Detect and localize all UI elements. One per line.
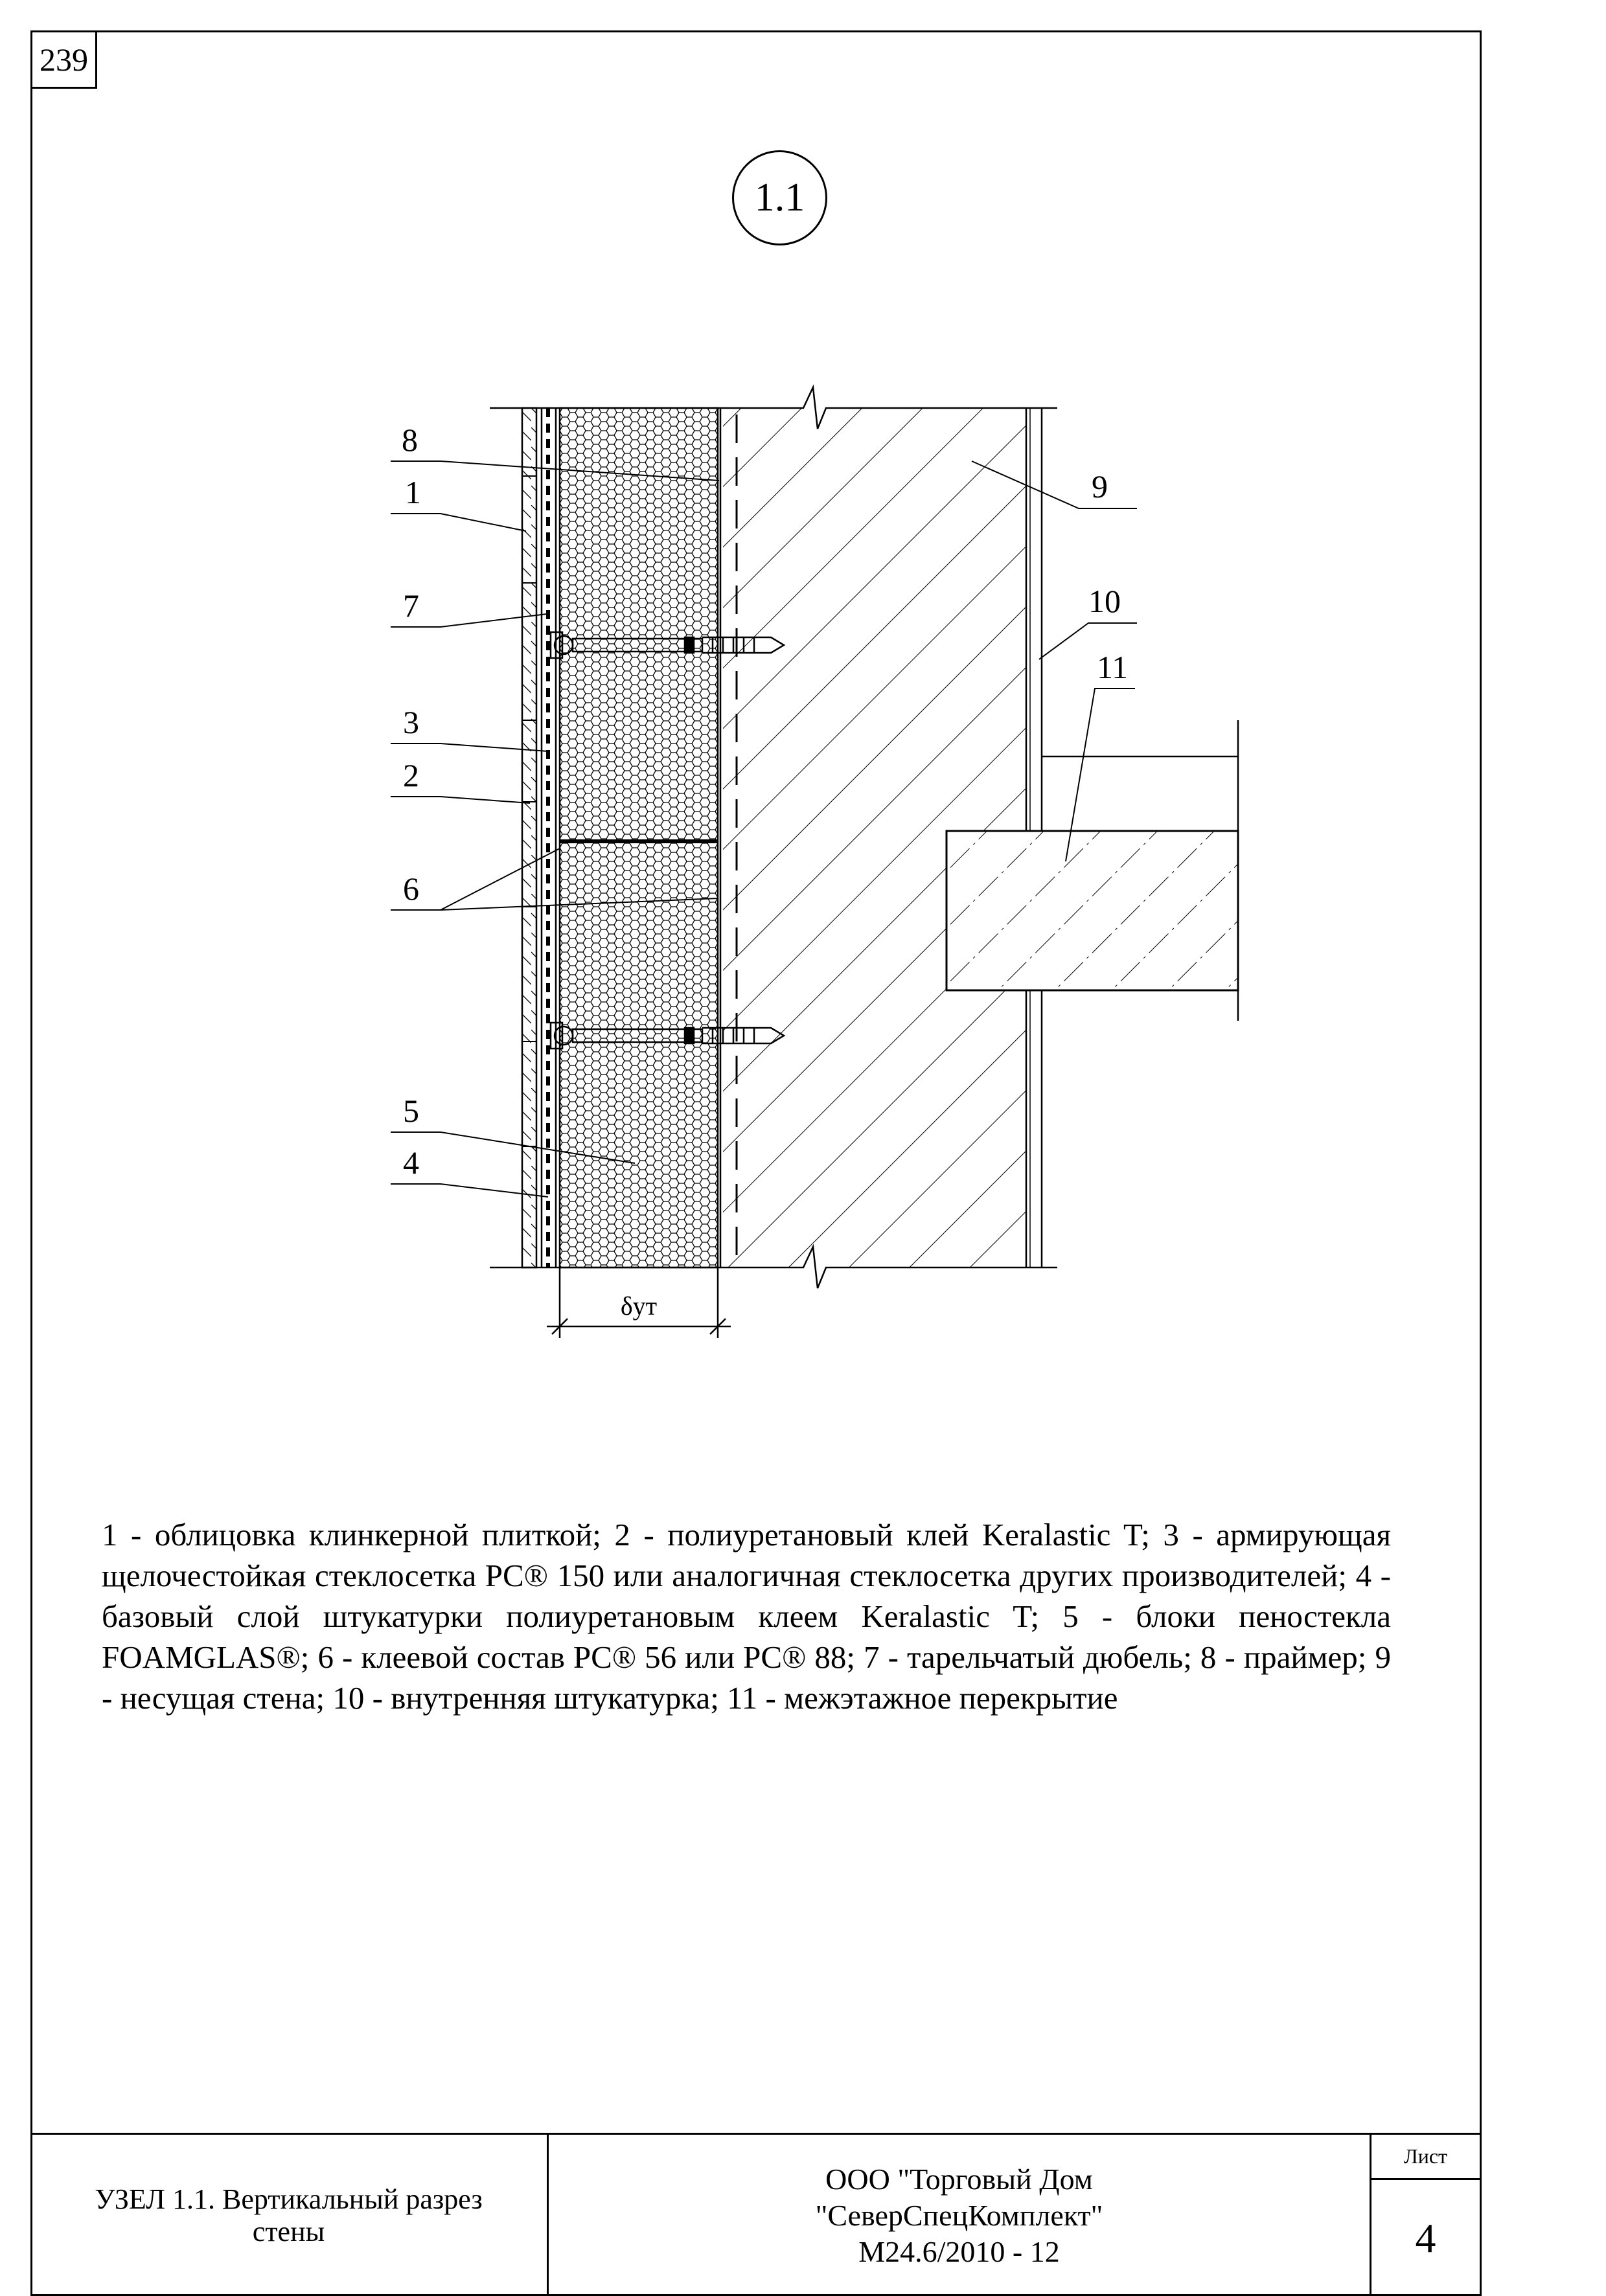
- drawing-title: УЗЕЛ 1.1. Вертикальный разрез стены: [30, 2135, 549, 2296]
- callout-7: 7: [403, 587, 419, 624]
- page-number: 239: [30, 30, 97, 89]
- clinker-tile-layer: [522, 408, 536, 1267]
- callout-8: 8: [402, 422, 418, 458]
- document-code: М24.6/2010 - 12: [858, 2234, 1060, 2268]
- callout-9: 9: [1092, 468, 1108, 505]
- callout-1: 1: [405, 474, 421, 510]
- org-name-line1: ООО "Торговый Дом: [825, 2162, 1093, 2196]
- callout-6: 6: [403, 870, 419, 907]
- callout-2: 2: [403, 757, 419, 793]
- callout-11: 11: [1097, 649, 1129, 685]
- insulation-thickness-label: δут: [620, 1291, 658, 1321]
- node-marker: 1.1: [732, 150, 827, 245]
- callout-10: 10: [1088, 583, 1121, 619]
- sheet-label: Лист: [1371, 2135, 1480, 2180]
- sheet-number: 4: [1415, 2214, 1436, 2261]
- callout-5: 5: [403, 1093, 419, 1129]
- plaster-layers: [542, 408, 556, 1267]
- callout-4: 4: [403, 1144, 419, 1181]
- foamglass-insulation: [560, 408, 718, 1267]
- callout-3: 3: [403, 704, 419, 740]
- legend-text: [102, 1514, 1391, 1718]
- title-block: [30, 2133, 1482, 2296]
- org-name-line2: "СеверСпецКомплект": [815, 2198, 1103, 2232]
- legend-paragraph: 1 - облицовка клинкерной плиткой; 2 - полиуретановый клей Keralastic T; 3 - армирующая щелочестойкая стеклосетка PC® 150 или аналогичная стеклосетка других производителей; 4 - базовый слой штукатурки полиуретановым клеем Keralastic T; 5 - блоки пеностекла FOAMGLAS®; 6 - клеевой состав PC® 56 или PC® 88; 7 - тарельчатый дюбель; 8 - праймер; 9 - несущая стена; 10 - внутренняя штукатурка; 11 - межэтажное перекрытие: [102, 1517, 1391, 1716]
